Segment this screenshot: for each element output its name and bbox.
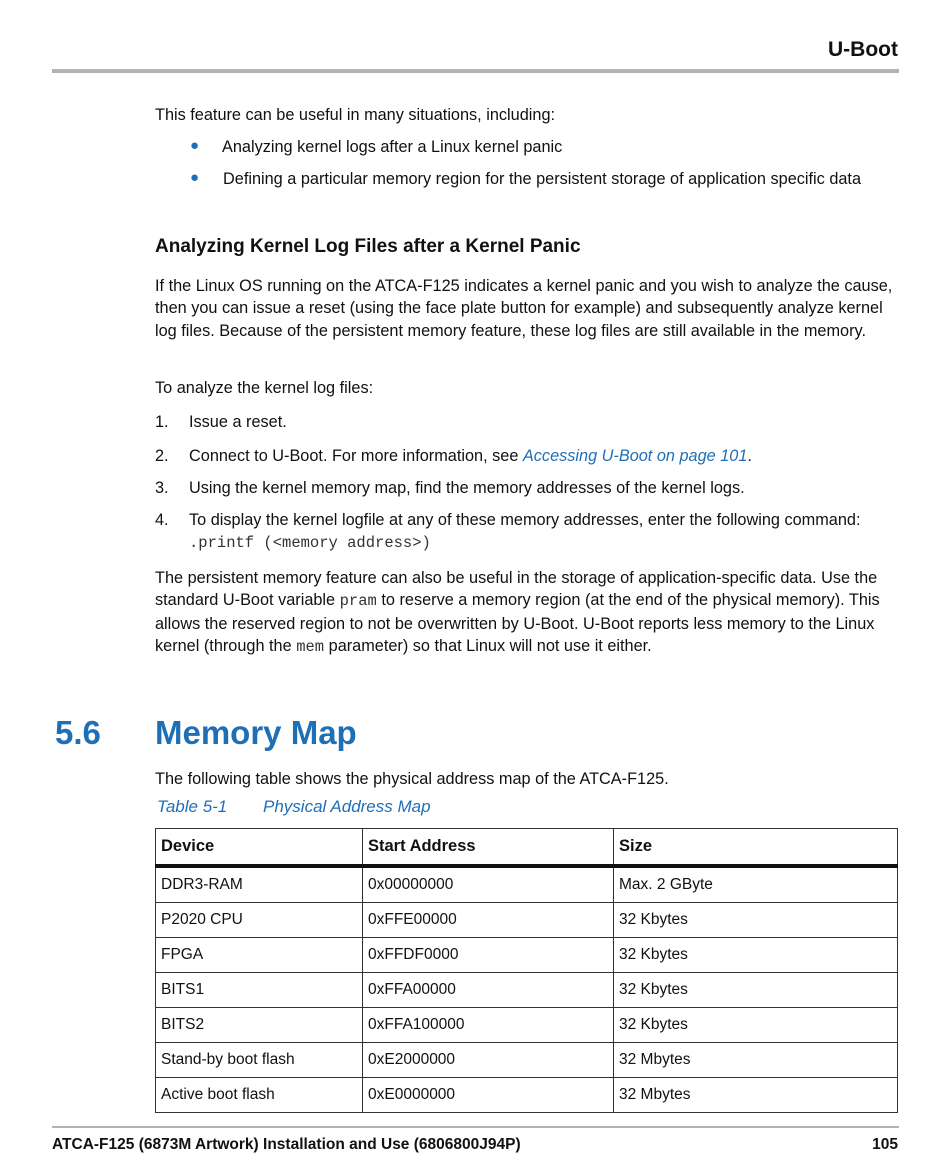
table-row bbox=[156, 903, 898, 938]
address-map-table bbox=[155, 828, 898, 1113]
table-row bbox=[156, 1043, 898, 1078]
steps-intro: To analyze the kernel log files: bbox=[155, 379, 374, 397]
step-number: 1. bbox=[155, 413, 169, 431]
step-text-end: . bbox=[747, 447, 752, 465]
table-row bbox=[156, 938, 898, 973]
step-text: Issue a reset. bbox=[189, 413, 287, 431]
table-cell: FPGA bbox=[156, 938, 363, 973]
intro-paragraph: This feature can be useful in many situations, including: bbox=[155, 106, 556, 124]
table-cell: 32 Kbytes bbox=[614, 938, 898, 973]
step-number: 2. bbox=[155, 447, 169, 465]
table-cell: Active boot flash bbox=[156, 1078, 363, 1113]
section-number: 5.6 bbox=[55, 714, 101, 751]
table-cell: 0xFFA100000 bbox=[363, 1008, 614, 1043]
mem-code: mem bbox=[296, 638, 325, 657]
section-intro: The following table shows the physical address map of the ATCA-F125. bbox=[155, 770, 669, 788]
pram-code: pram bbox=[339, 592, 377, 611]
page-header-title: U-Boot bbox=[828, 38, 898, 61]
closing-text: parameter) so that Linux will not use it either. bbox=[324, 637, 652, 656]
table-cell: Stand-by boot flash bbox=[156, 1043, 363, 1078]
table-cell: 0xE0000000 bbox=[363, 1078, 614, 1113]
table-header-row bbox=[156, 829, 898, 867]
table-row bbox=[156, 973, 898, 1008]
bullet-item: Analyzing kernel logs after a Linux kernel panic bbox=[222, 138, 563, 156]
footer-rule bbox=[52, 1126, 899, 1128]
subsection-paragraph: If the Linux OS running on the ATCA-F125 indicates a kernel panic and you wish to analyze the cause, then you can issue a reset (using the face plate button for example) and subsequently analyze kernel log files. Because of the persistent memory feature, these log files are still available in the memory. bbox=[155, 277, 893, 340]
command-code: .printf (<memory address>) bbox=[189, 534, 431, 553]
closing-text: to reserve a memory region (at the end of the physical memory). This allows the reserved region to not be overwritten by U-Boot. U-Boot reports less memory to the Linux kernel (through the bbox=[155, 591, 880, 656]
table-header-cell: Start Address bbox=[363, 829, 614, 867]
table-cell: 32 Kbytes bbox=[614, 973, 898, 1008]
table-cell: 32 Kbytes bbox=[614, 1008, 898, 1043]
table-cell: 32 Kbytes bbox=[614, 903, 898, 938]
table-cell: BITS1 bbox=[156, 973, 363, 1008]
table-cell: BITS2 bbox=[156, 1008, 363, 1043]
bullet-item: Defining a particular memory region for the persistent storage of application specific data bbox=[223, 170, 862, 188]
table-cell: 0xFFDF0000 bbox=[363, 938, 614, 973]
subsection-heading: Analyzing Kernel Log Files after a Kernel Panic bbox=[155, 236, 581, 257]
table-cell: 0xFFA00000 bbox=[363, 973, 614, 1008]
header-rule bbox=[52, 69, 899, 73]
table-cell: DDR3-RAM bbox=[156, 866, 363, 903]
table-caption-number: Table 5-1 bbox=[157, 797, 228, 816]
step-number: 4. bbox=[155, 511, 169, 529]
table-cell: 0xE2000000 bbox=[363, 1043, 614, 1078]
step-text: Using the kernel memory map, find the memory addresses of the kernel logs. bbox=[189, 479, 745, 497]
footer-document-title: ATCA-F125 (6873M Artwork) Installation and Use (6806800J94P) bbox=[52, 1136, 521, 1153]
section-title: Memory Map bbox=[155, 714, 357, 751]
page-number: 105 bbox=[872, 1136, 898, 1153]
table-cell: Max. 2 GByte bbox=[614, 866, 898, 903]
cross-reference-link[interactable]: Accessing U-Boot on page 101 bbox=[522, 447, 748, 465]
table-header-cell: Device bbox=[156, 829, 363, 867]
table-cell: 0xFFE00000 bbox=[363, 903, 614, 938]
bullet-dot-icon: ● bbox=[190, 169, 200, 186]
closing-paragraph bbox=[155, 567, 900, 659]
table-cell: 0x00000000 bbox=[363, 866, 614, 903]
table-row bbox=[156, 1078, 898, 1113]
step-item bbox=[189, 509, 889, 555]
table-cell: P2020 CPU bbox=[156, 903, 363, 938]
step-number: 3. bbox=[155, 479, 169, 497]
table-cell: 32 Mbytes bbox=[614, 1043, 898, 1078]
table-cell: 32 Mbytes bbox=[614, 1078, 898, 1113]
table-row bbox=[156, 866, 898, 903]
bullet-dot-icon: ● bbox=[190, 137, 200, 154]
step-item bbox=[189, 445, 889, 467]
step-text: Connect to U-Boot. For more information, see bbox=[189, 447, 523, 465]
table-row bbox=[156, 1008, 898, 1043]
step-text: To display the kernel logfile at any of these memory addresses, enter the following command: bbox=[189, 511, 861, 529]
table-caption-title: Physical Address Map bbox=[263, 797, 431, 816]
table-header-cell: Size bbox=[614, 829, 898, 867]
closing-text: The persistent memory feature can also be useful in the storage of application-specific data. Use the standard U-Boot variable bbox=[155, 569, 878, 610]
